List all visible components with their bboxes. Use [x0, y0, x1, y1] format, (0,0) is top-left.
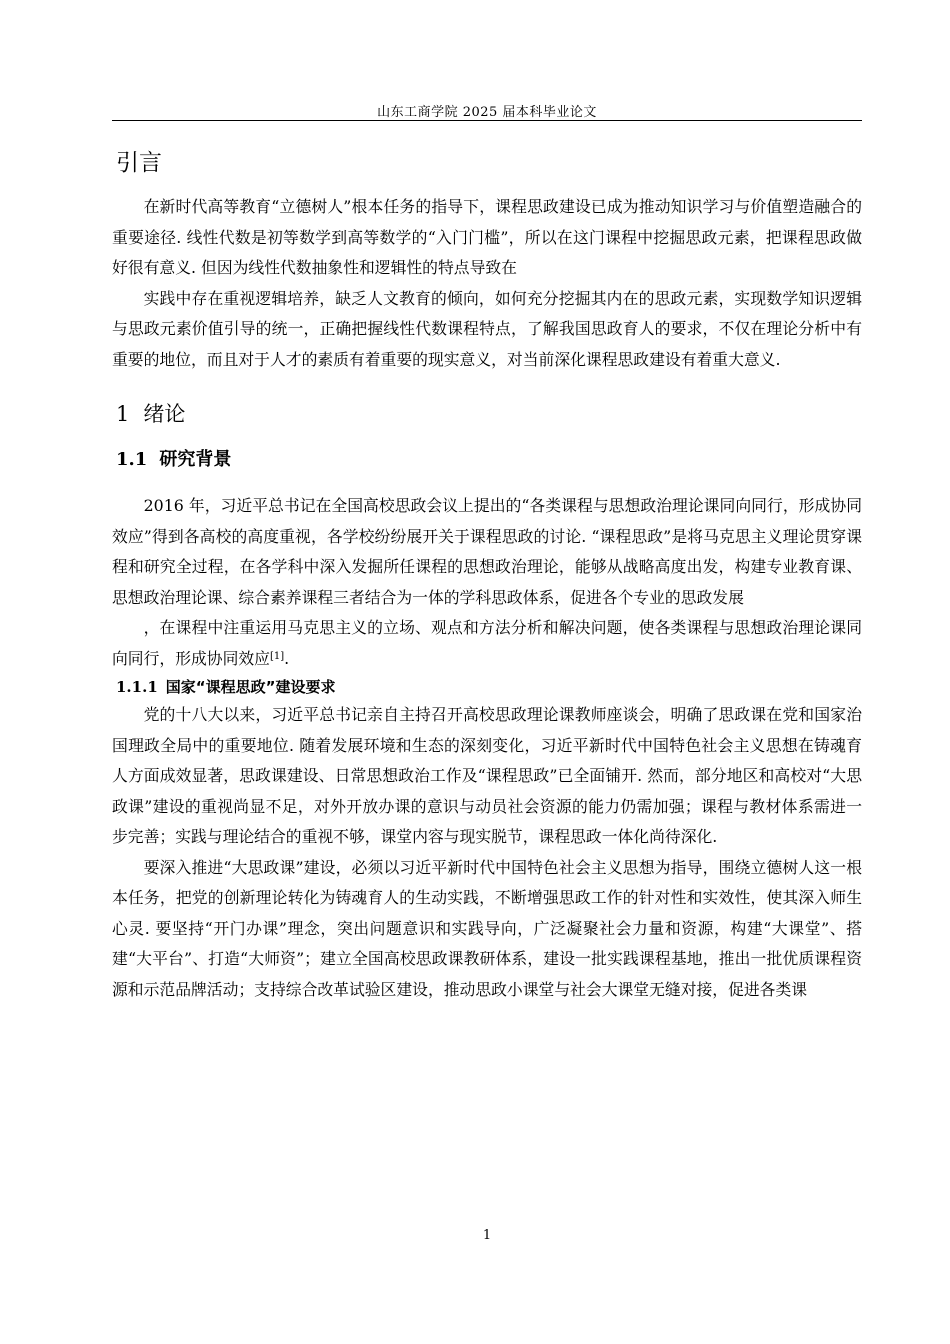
chapter-1-number: 1 [116, 402, 130, 426]
section-1-1-number: 1.1 [116, 449, 148, 470]
section-1-1-paragraph-2 [112, 613, 862, 674]
section-1-1-1-paragraph-1: 党的十八大以来，习近平总书记亲自主持召开高校思政理论课教师座谈会，明确了思政课在党和国家治国理政全局中的重要地位. 随着发展环境和生态的深刻变化，习近平新时代中国特色社会主义思想在铸魂育人方面成效显著，思政课建设、日常思想政治工作及“课程思政”已全面铺开. 然而，部分地区和高校对“大思政课”建设的重视尚显不足，对外开放办课的意识与动员社会资源的能力仍需加强；课程与教材体系需进一步完善；实践与理论结合的重视不够，课堂内容与现实脱节，课程思政一体化尚待深化. [112, 705, 862, 846]
citation-1[interactable]: [1] [269, 650, 285, 662]
chapter-1-title: 绪论 [143, 402, 186, 426]
section-1-1-paragraph-1: 2016 年，习近平总书记在全国高校思政会议上提出的“各类课程与思想政治理论课同向同行，形成协同效应”得到各高校的高度重视，各学校纷纷展开关于课程思政的讨论. “课程思政”是将马克思主义理论贯穿课程和研究全过程，在各学科中深入发掘所任课程的思想政治理论，能够从战略高度出发，构建专业教育课、思想政治理论课、综合素养课程三者结合为一体的学科思政体系，促进各个专业的思政发展 [112, 496, 862, 607]
section-1-1-1-number: 1.1.1 [116, 678, 158, 696]
section-1-1-1-title: 国家“课程思政”建设要求 [165, 678, 336, 696]
section-1-1-1-paragraph-2: 要深入推进“大思政课”建设，必须以习近平新时代中国特色社会主义思想为指导，围绕立德树人这一根本任务，把党的创新理论转化为铸魂育人的生动实践，不断增强思政工作的针对性和实效性，使其深入师生心灵. 要坚持“开门办课”理念，突出问题意识和实践导向，广泛凝聚社会力量和资源，构建“大课堂”、搭建“大平台”、打造“大师资”；建立全国高校思政课教研体系，建设一批实践课程基地，推出一批优质课程资源和示范品牌活动；支持综合改革试验区建设，推动思政小课堂与社会大课堂无缝对接，促进各类课 [112, 857, 862, 999]
section-1-1-paragraph-2-text: ，在课程中注重运用马克思主义的立场、观点和方法分析和解决问题，使各类课程与思想政治理论课同向同行，形成协同效应 [112, 618, 862, 668]
header-rule [112, 120, 862, 121]
document-body [112, 140, 862, 1005]
chapter-1-heading [116, 397, 862, 431]
intro-paragraph-1: 在新时代高等教育“立德树人”根本任务的指导下，课程思政建设已成为推动知识学习与价值塑造融合的重要途径. 线性代数是初等数学到高等数学的“入门门槛”，所以在这门课程中挖掘思政元素，把课程思政做好很有意义. 但因为线性代数抽象性和逻辑性的特点导致在 [112, 197, 862, 277]
section-1-1-title: 研究背景 [159, 449, 232, 470]
intro-paragraph-2: 实践中存在重视逻辑培养，缺乏人文教育的倾向，如何充分挖掘其内在的思政元素，实现数学知识逻辑与思政元素价值引导的统一，正确把握线性代数课程特点，了解我国思政育人的要求，不仅在理论分析中有重要的地位，而且对于人才的素质有着重要的现实意义，对当前深化课程思政建设有着重大意义. [112, 288, 862, 369]
intro-heading: 引言 [116, 150, 162, 176]
section-1-1-paragraph-2-end: . [284, 648, 290, 668]
section-1-1-1-heading [116, 674, 862, 700]
page-header: 山东工商学院 2025 届本科毕业论文 [377, 105, 597, 120]
page-number: 1 [482, 1228, 492, 1243]
section-1-1-heading [116, 445, 862, 475]
